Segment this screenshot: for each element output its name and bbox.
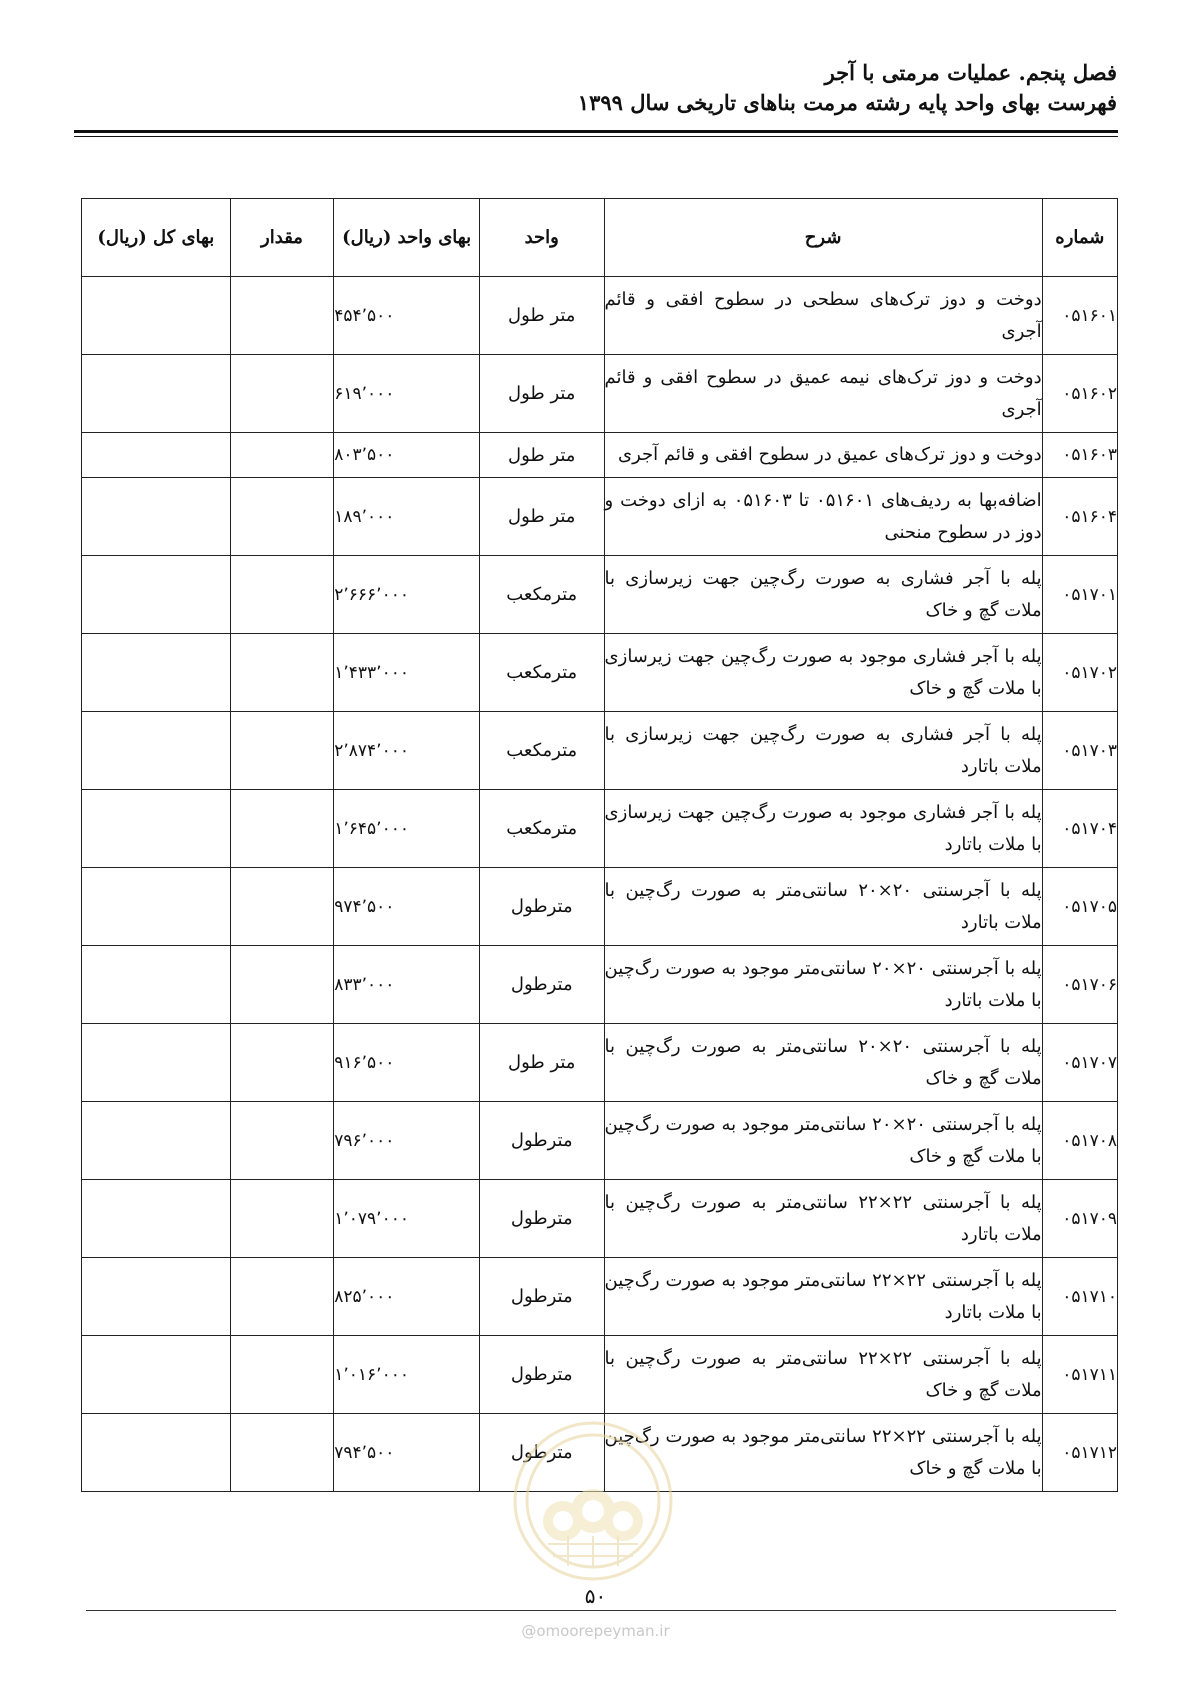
item-code: ۰۵۱۷۰۲ bbox=[1042, 634, 1117, 712]
item-unit: متر طول bbox=[479, 277, 604, 355]
item-total-price bbox=[82, 355, 231, 433]
item-total-price bbox=[82, 1336, 231, 1414]
table-row bbox=[82, 355, 1118, 433]
item-description: پله با آجرسنتی ۲۰×۲۰ سانتی‌متر موجود به صورت رگ‌چین با ملات گچ و خاک bbox=[604, 1102, 1042, 1180]
page-number: ۵۰ bbox=[584, 1584, 607, 1608]
item-quantity bbox=[230, 433, 333, 478]
watermark-logo-icon bbox=[508, 1416, 678, 1586]
item-description: دوخت و دوز ترک‌های عمیق در سطوح افقی و قائم آجری bbox=[604, 433, 1042, 478]
table-row bbox=[82, 712, 1118, 790]
item-code: ۰۵۱۶۰۲ bbox=[1042, 355, 1117, 433]
table-row bbox=[82, 433, 1118, 478]
item-code: ۰۵۱۷۱۰ bbox=[1042, 1258, 1117, 1336]
item-total-price bbox=[82, 556, 231, 634]
item-total-price bbox=[82, 1180, 231, 1258]
table-row bbox=[82, 556, 1118, 634]
item-total-price bbox=[82, 433, 231, 478]
price-list-title: فهرست بهای واحد پایه رشته مرمت بناهای تاریخی سال ۱۳۹۹ bbox=[577, 90, 1117, 115]
item-code: ۰۵۱۷۰۶ bbox=[1042, 946, 1117, 1024]
table-row bbox=[82, 790, 1118, 868]
header-total-price: بهای کل (ریال) bbox=[82, 199, 231, 277]
item-quantity bbox=[230, 1336, 333, 1414]
table-row bbox=[82, 1024, 1118, 1102]
header-divider-thick bbox=[74, 130, 1118, 133]
item-description: پله با آجرسنتی ۲۰×۲۰ سانتی‌متر به صورت رگ‌چین با ملات گچ و خاک bbox=[604, 1024, 1042, 1102]
item-unit-price: ۱٬۰۱۶٬۰۰۰ bbox=[334, 1336, 480, 1414]
item-description: پله با آجرسنتی ۲۲×۲۲ سانتی‌متر موجود به صورت رگ‌چین با ملات گچ و خاک bbox=[604, 1414, 1042, 1492]
item-total-price bbox=[82, 634, 231, 712]
item-description: دوخت و دوز ترک‌های نیمه عمیق در سطوح افقی و قائم آجری bbox=[604, 355, 1042, 433]
item-unit: مترطول bbox=[479, 1180, 604, 1258]
header-quantity: مقدار bbox=[230, 199, 333, 277]
item-total-price bbox=[82, 277, 231, 355]
item-description: اضافه‌بها به ردیف‌های ۰۵۱۶۰۱ تا ۰۵۱۶۰۳ به ازای دوخت و دوز در سطوح منحنی bbox=[604, 478, 1042, 556]
item-description: پله با آجرسنتی ۲۲×۲۲ سانتی‌متر به صورت رگ‌چین با ملات باتارد bbox=[604, 1180, 1042, 1258]
table-row bbox=[82, 1180, 1118, 1258]
item-unit: مترمکعب bbox=[479, 556, 604, 634]
item-unit-price: ۸۰۳٬۵۰۰ bbox=[334, 433, 480, 478]
item-unit-price: ۷۹۴٬۵۰۰ bbox=[334, 1414, 480, 1492]
item-code: ۰۵۱۶۰۱ bbox=[1042, 277, 1117, 355]
item-unit: متر طول bbox=[479, 433, 604, 478]
item-unit: مترطول bbox=[479, 1258, 604, 1336]
item-unit-price: ۲٬۸۷۴٬۰۰۰ bbox=[334, 712, 480, 790]
item-unit-price: ۱٬۴۳۳٬۰۰۰ bbox=[334, 634, 480, 712]
table-row bbox=[82, 946, 1118, 1024]
website-watermark: @omoorepeyman.ir bbox=[521, 1622, 670, 1640]
item-code: ۰۵۱۷۱۲ bbox=[1042, 1414, 1117, 1492]
item-unit: مترمکعب bbox=[479, 712, 604, 790]
item-total-price bbox=[82, 1414, 231, 1492]
item-quantity bbox=[230, 1414, 333, 1492]
item-code: ۰۵۱۷۰۷ bbox=[1042, 1024, 1117, 1102]
item-quantity bbox=[230, 1024, 333, 1102]
item-description: پله با آجرسنتی ۲۰×۲۰ سانتی‌متر به صورت رگ‌چین با ملات باتارد bbox=[604, 868, 1042, 946]
item-quantity bbox=[230, 634, 333, 712]
header-unit: واحد bbox=[479, 199, 604, 277]
item-unit-price: ۸۲۵٬۰۰۰ bbox=[334, 1258, 480, 1336]
item-unit-price: ۴۵۴٬۵۰۰ bbox=[334, 277, 480, 355]
item-description: پله با آجر فشاری موجود به صورت رگ‌چین جهت زیرسازی با ملات باتارد bbox=[604, 790, 1042, 868]
header-unit-price: بهای واحد (ریال) bbox=[334, 199, 480, 277]
item-code: ۰۵۱۶۰۴ bbox=[1042, 478, 1117, 556]
item-code: ۰۵۱۷۰۹ bbox=[1042, 1180, 1117, 1258]
table-row bbox=[82, 1336, 1118, 1414]
item-unit-price: ۲٬۶۶۶٬۰۰۰ bbox=[334, 556, 480, 634]
item-quantity bbox=[230, 1180, 333, 1258]
item-total-price bbox=[82, 868, 231, 946]
item-description: پله با آجر فشاری به صورت رگ‌چین جهت زیرسازی با ملات باتارد bbox=[604, 712, 1042, 790]
table-row bbox=[82, 634, 1118, 712]
item-quantity bbox=[230, 790, 333, 868]
item-description: پله با آجرسنتی ۲۰×۲۰ سانتی‌متر موجود به صورت رگ‌چین با ملات باتارد bbox=[604, 946, 1042, 1024]
header-code: شماره bbox=[1042, 199, 1117, 277]
item-total-price bbox=[82, 1258, 231, 1336]
item-unit-price: ۹۱۶٬۵۰۰ bbox=[334, 1024, 480, 1102]
table-row bbox=[82, 277, 1118, 355]
item-unit-price: ۱٬۰۷۹٬۰۰۰ bbox=[334, 1180, 480, 1258]
item-unit-price: ۱۸۹٬۰۰۰ bbox=[334, 478, 480, 556]
item-description: پله با آجرسنتی ۲۲×۲۲ سانتی‌متر به صورت رگ‌چین با ملات گچ و خاک bbox=[604, 1336, 1042, 1414]
table-row bbox=[82, 1102, 1118, 1180]
item-code: ۰۵۱۷۰۳ bbox=[1042, 712, 1117, 790]
table-row bbox=[82, 478, 1118, 556]
item-quantity bbox=[230, 355, 333, 433]
item-quantity bbox=[230, 1258, 333, 1336]
price-table bbox=[81, 198, 1118, 1492]
item-quantity bbox=[230, 277, 333, 355]
item-unit: مترطول bbox=[479, 1336, 604, 1414]
item-code: ۰۵۱۷۰۸ bbox=[1042, 1102, 1117, 1180]
item-description: پله با آجر فشاری به صورت رگ‌چین جهت زیرسازی با ملات گچ و خاک bbox=[604, 556, 1042, 634]
item-code: ۰۵۱۷۰۴ bbox=[1042, 790, 1117, 868]
item-total-price bbox=[82, 1024, 231, 1102]
item-unit-price: ۱٬۶۴۵٬۰۰۰ bbox=[334, 790, 480, 868]
item-unit-price: ۹۷۴٬۵۰۰ bbox=[334, 868, 480, 946]
item-quantity bbox=[230, 478, 333, 556]
table-row bbox=[82, 1258, 1118, 1336]
item-unit: مترطول bbox=[479, 1414, 604, 1492]
item-quantity bbox=[230, 556, 333, 634]
footer-divider bbox=[86, 1610, 1116, 1611]
header-description: شرح bbox=[604, 199, 1042, 277]
item-unit: متر طول bbox=[479, 478, 604, 556]
item-unit-price: ۶۱۹٬۰۰۰ bbox=[334, 355, 480, 433]
item-unit: مترطول bbox=[479, 868, 604, 946]
item-total-price bbox=[82, 790, 231, 868]
item-unit: مترمکعب bbox=[479, 634, 604, 712]
item-unit: متر طول bbox=[479, 355, 604, 433]
item-unit-price: ۸۳۳٬۰۰۰ bbox=[334, 946, 480, 1024]
item-unit: مترطول bbox=[479, 1102, 604, 1180]
item-total-price bbox=[82, 946, 231, 1024]
item-unit: مترطول bbox=[479, 946, 604, 1024]
header-divider-thin bbox=[74, 136, 1118, 137]
item-quantity bbox=[230, 1102, 333, 1180]
item-total-price bbox=[82, 712, 231, 790]
item-quantity bbox=[230, 712, 333, 790]
table-header-row bbox=[82, 199, 1118, 277]
item-total-price bbox=[82, 1102, 231, 1180]
item-unit: مترمکعب bbox=[479, 790, 604, 868]
item-quantity bbox=[230, 868, 333, 946]
item-unit-price: ۷۹۶٬۰۰۰ bbox=[334, 1102, 480, 1180]
item-code: ۰۵۱۶۰۳ bbox=[1042, 433, 1117, 478]
item-description: دوخت و دوز ترک‌های سطحی در سطوح افقی و قائم آجری bbox=[604, 277, 1042, 355]
item-unit: متر طول bbox=[479, 1024, 604, 1102]
chapter-title: فصل پنجم. عملیات مرمتی با آجر bbox=[824, 60, 1117, 85]
page-header bbox=[67, 58, 1117, 118]
item-code: ۰۵۱۷۱۱ bbox=[1042, 1336, 1117, 1414]
item-description: پله با آجرسنتی ۲۲×۲۲ سانتی‌متر موجود به صورت رگ‌چین با ملات باتارد bbox=[604, 1258, 1042, 1336]
item-description: پله با آجر فشاری موجود به صورت رگ‌چین جهت زیرسازی با ملات گچ و خاک bbox=[604, 634, 1042, 712]
item-total-price bbox=[82, 478, 231, 556]
item-quantity bbox=[230, 946, 333, 1024]
table-row bbox=[82, 868, 1118, 946]
item-code: ۰۵۱۷۰۵ bbox=[1042, 868, 1117, 946]
item-code: ۰۵۱۷۰۱ bbox=[1042, 556, 1117, 634]
